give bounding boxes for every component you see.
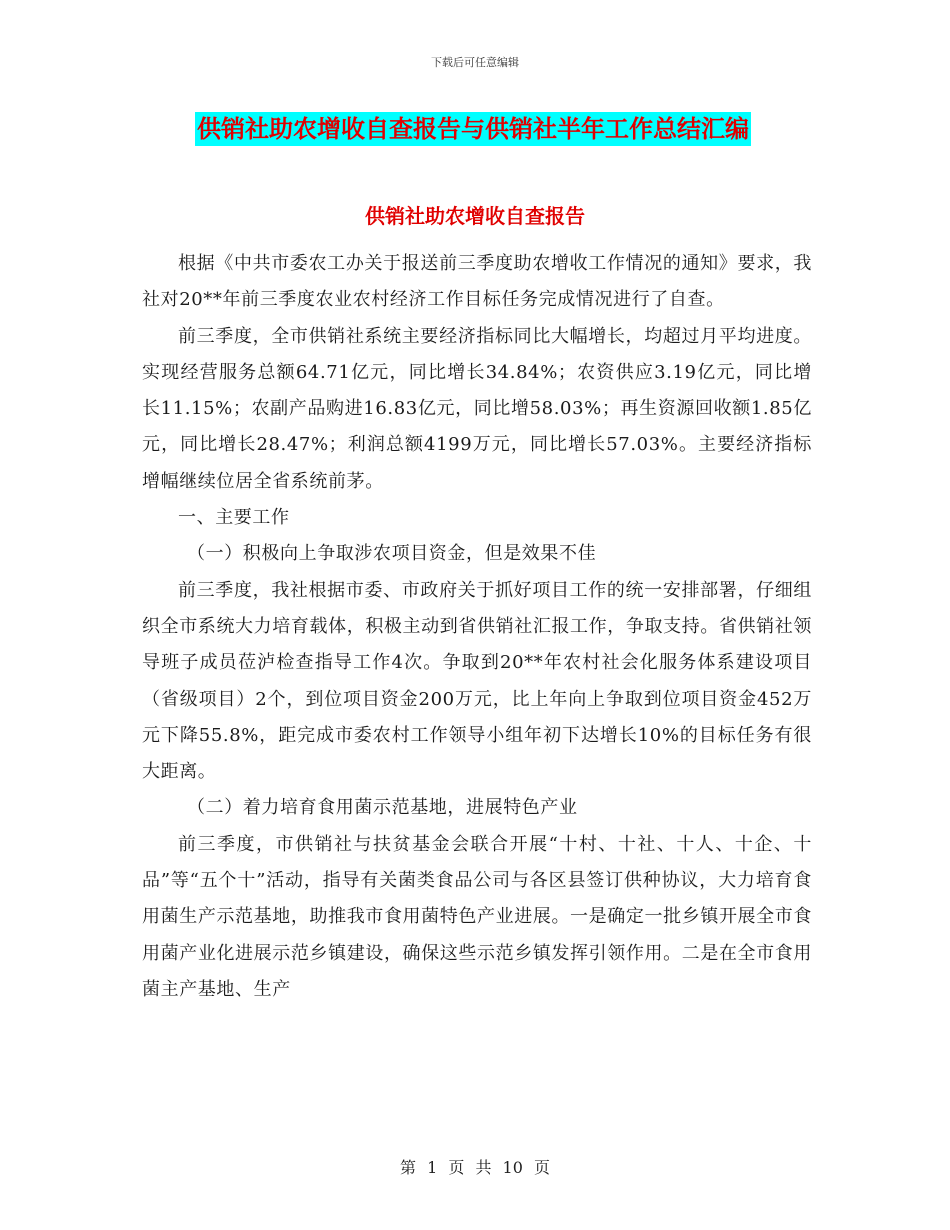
paragraph-intro: 根据《中共市委农工办关于报送前三季度助农增收工作情况的通知》要求，我社对20**年前三季度农业农村经济工作目标任务完成情况进行了自查。 [142,253,812,311]
paragraph-summary: 前三季度，全市供销社系统主要经济指标同比大幅增长，均超过月平均进度。实现经营服务总额64.71亿元，同比增长34.84%；农资供应3.19亿元，同比增长11.15%；农副产品购进16.83亿元，同比增58.03%；再生资源回收额1.85亿元，同比增长28.47%；利润总额4199万元，同比增长57.03%。主要经济指标增幅继续位居全省系统前茅。 [142,325,812,492]
subsection-heading-funding: （一）积极向上争取涉农项目资金，但是效果不佳 [187,543,597,565]
page-header-note: 下载后可任意编辑 [431,56,519,69]
paragraph-funding: 前三季度，我社根据市委、市政府关于抓好项目工作的统一安排部署，仔细组织全市系统大力培育载体，积极主动到省供销社汇报工作，争取支持。省供销社领导班子成员莅泸检查指导工作4次。争取到20**年农村社会化服务体系建设项目（省级项目）2个，到位项目资金200万元，比上年向上争取到位项目资金452万元下降55.8%，距完成市委农村工作领导小组年初下达增长10%的目标任务有很大距离。 [142,579,812,783]
subsection-heading-mushroom: （二）着力培育食用菌示范基地，进展特色产业 [187,797,578,819]
section-heading-main-work: 一、主要工作 [178,507,290,529]
paragraph-mushroom: 前三季度，市供销社与扶贫基金会联合开展“十村、十社、十人、十企、十品”等“五个十”活动，指导有关菌类食品公司与各区县签订供种协议，大力培育食用菌生产示范基地，助推我市食用菌特色产业进展。一是确定一批乡镇开展全市食用菌产业化进展示范乡镇建设，确保这些示范乡镇发挥引领作用。二是在全市食用菌主产基地、生产 [142,833,812,1000]
document-body [142,246,812,1008]
document-main-title: 供销社助农增收自查报告与供销社半年工作总结汇编 [195,112,751,146]
document-sub-title: 供销社助农增收自查报告 [365,204,585,228]
page-number-footer: 第 1 页 共 10 页 [400,1158,550,1177]
